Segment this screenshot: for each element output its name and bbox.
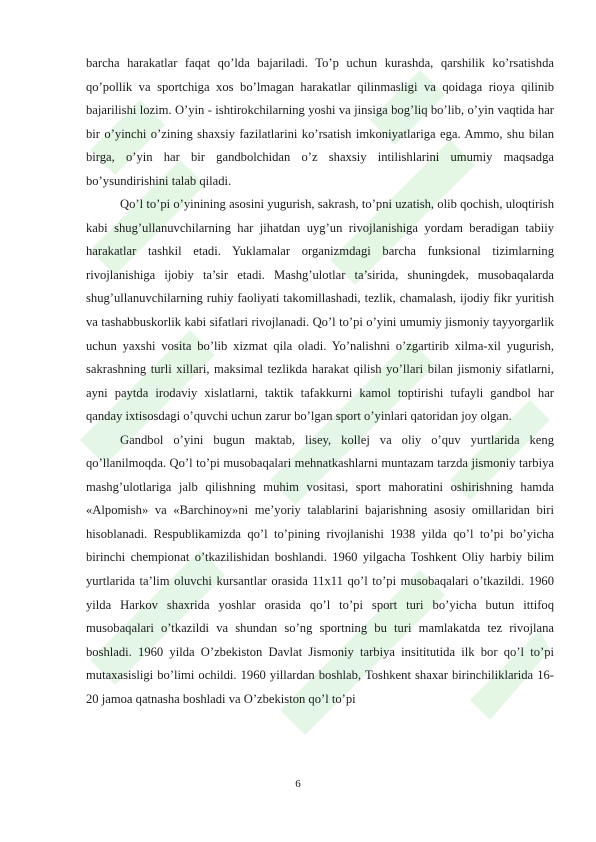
page-number: 6 <box>295 778 301 790</box>
document-body <box>86 52 554 711</box>
paragraph-1: barcha harakatlar faqat qo’lda bajariladi. To’p uchun kurashda, qarshilik ko’rsatishda qo’pollik va sportchiga xos bo’lmagan harakatlar qilinmasligi va qoidaga rioya qilinib bajarilishi lozim. O’yin - ishtirokchilarning yoshi va jinsiga bog’liq bo’lib, o’yin vaqtida har bir o’yinchi o’zining shaxsiy fazilatlarini ko’rsatish imkoniyatlariga ega. Ammo, shu bilan birga, o’yin har bir gandbolchidan o’z shaxsiy intilishlarini umumiy maqsadga bo’ysundirishini talab qiladi. <box>86 56 554 188</box>
paragraph-2: Qo’l to’pi o’yinining asosini yugurish, sakrash, to’pni uzatish, olib qochish, uloqtirish kabi shug’ullanuvchilarning har jihatdan uyg’un rivojlanishiga yordam beradigan tabiiy harakatlar tashkil etadi. Yuklamalar organizmdagi barcha funksional tizimlarning rivojlanishiga ijobiy ta’sir etadi. Mashg’ulotlar ta’sirida, shuningdek, musobaqalarda shug’ullanuvchilarning ruhiy faoliyati takomillashadi, tezlik, chamalash, ijodiy fikr yuritish va tashabbuskorlik kabi sifatlari rivojlanadi. Qo’l to’pi o’yini umumiy jismoniy tayyorgarlik uchun yaxshi vosita bo’lib xizmat qila oladi. Yo’nalishni o’zgartirib xilma-xil yugurish, sakrashning turli xillari, maksimal tezlikda harakat qilish yo’llari bilan jismoniy sifatlarni, ayni paytda irodaviy xislatlarni, taktik tafakkurni kamol toptirishi tufayli gandbol har qanday ixtisosdagi o’quvchi uchun zarur bo’lgan sport o’yinlari qatoridan joy olgan. <box>86 197 554 424</box>
paragraph-3: Gandbol o’yini bugun maktab, lisey, kollej va oliy o’quv yurtlarida keng qo’llanilmoqda. Qo’l to’pi musobaqalari mehnatkashlarni muntazam tarzda jismoniy tarbiya mashg’ulotlariga jalb qilishning muhim vositasi, sport mahoratini oshirishning hamda «Alpomish» va «Barchinoy»ni me’yoriy talablarini bajarishning asosiy omillaridan biri hisoblanadi. Respublikamizda qo’l to’pining rivojlanishi 1938 yilda qo’l to’pi bo’yicha birinchi chempionat o’tkazilishidan boshlandi. 1960 yilgacha Toshkent Oliy harbiy bilim yurtlarida ta’lim oluvchi kursantlar orasida 11x11 qo’l to’pi musobaqalari o’tkazildi. 1960 yilda Harkov shaxrida yoshlar orasida qo’l to’pi sport turi bo’yicha butun ittifoq musobaqalari o’tkazildi va shundan so’ng sportning bu turi mamlakatda tez rivojlana boshladi. 1960 yilda O’zbekiston Davlat Jismoniy tarbiya insititutida ilk bor qo’l to’pi mutaxasisligi bo’limi ochildi. 1960 yillardan boshlab, Toshkent shaxar birinchiliklarida 16-20 jamoa qatnasha boshladi va O’zbekiston qo’l to’pi <box>86 432 554 706</box>
